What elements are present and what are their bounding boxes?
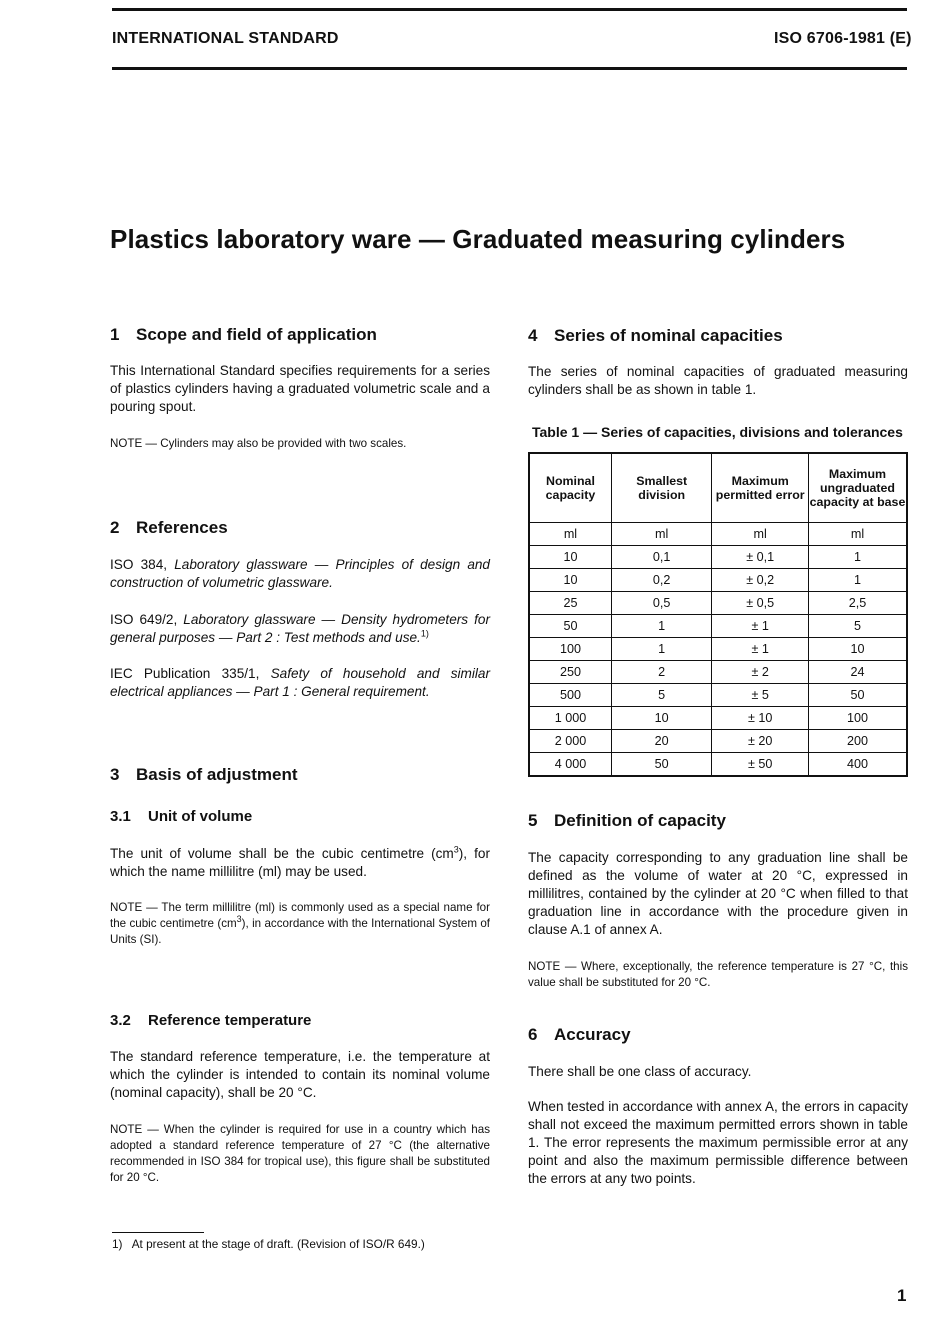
reference-code: IEC Publication 335/1, — [110, 666, 260, 681]
section-4-heading — [528, 326, 783, 346]
unit-cell: ml — [529, 523, 611, 546]
column-header: Nominal capacity — [529, 453, 611, 523]
table-1-caption: Table 1 — Series of capacities, divisions and tolerances — [532, 424, 903, 440]
table-cell: 1 — [611, 615, 712, 638]
text-part: ), in accordance with the International System of Units (SI). — [110, 917, 490, 946]
subsection-title: Reference temperature — [148, 1012, 312, 1029]
section-title: Basis of adjustment — [136, 765, 298, 784]
table-cell: 0,1 — [611, 546, 712, 569]
header-rule-top — [112, 8, 907, 11]
table-cell: 50 — [611, 753, 712, 777]
section-6-paragraph-1: There shall be one class of accuracy. — [528, 1064, 752, 1079]
table-cell: 5 — [611, 684, 712, 707]
table-cell: ± 20 — [712, 730, 809, 753]
section-1-heading — [110, 325, 377, 345]
subsection-number: 3.2 — [110, 1012, 131, 1029]
table-cell: 50 — [529, 615, 611, 638]
table-cell: 5 — [808, 615, 907, 638]
table-cell: 100 — [529, 638, 611, 661]
table-cell: 24 — [808, 661, 907, 684]
unit-cell: ml — [712, 523, 809, 546]
page-number: 1 — [897, 1286, 907, 1305]
section-4-paragraph: The series of nominal capacities of graduated measuring cylinders shall be as shown in table 1. — [528, 364, 908, 397]
table-cell: ± 0,1 — [712, 546, 809, 569]
table-cell: 1 — [611, 638, 712, 661]
table-cell: 10 — [808, 638, 907, 661]
reference-title: Laboratory glassware — Density hydrometers for general purposes — Part 2 : Test methods and use. — [110, 612, 490, 645]
table-row — [529, 753, 907, 777]
table-row — [529, 569, 907, 592]
table-row — [529, 684, 907, 707]
column-header: Maximum permitted error — [712, 453, 809, 523]
footnote — [112, 1237, 425, 1251]
section-number: 4 — [528, 326, 538, 345]
section-5-note: NOTE — Where, exceptionally, the reference temperature is 27 °C, this value shall be substituted for 20 °C. — [528, 960, 908, 989]
table-cell: 50 — [808, 684, 907, 707]
section-title: References — [136, 518, 228, 537]
text-part: ), for which the name millilitre (ml) may be used. — [110, 846, 490, 879]
section-6-paragraph-2: When tested in accordance with annex A, the errors in capacity shall not exceed the maximum permitted errors shown in table 1. The error represents the maximum permissible error at any point and also the maximum permissible difference between the errors at any two points. — [528, 1099, 908, 1186]
table-cell: ± 2 — [712, 661, 809, 684]
table-cell: 400 — [808, 753, 907, 777]
document-title: Plastics laboratory ware — Graduated measuring cylinders — [110, 224, 846, 254]
table-row — [529, 615, 907, 638]
table-cell: 1 — [808, 546, 907, 569]
section-6-heading — [528, 1025, 631, 1045]
column-header: Smallest division — [611, 453, 712, 523]
table-row — [529, 730, 907, 753]
table-cell: 2 000 — [529, 730, 611, 753]
section-3-2-note: NOTE — When the cylinder is required for use in a country which has adopted a standard reference temperature of 27 °C (the alternative recommended in ISO 384 for tropical use), this figure shall be substituted for 20 °C. — [110, 1123, 490, 1184]
reference-iec-335-1 — [110, 665, 490, 701]
reference-iso-384 — [110, 556, 490, 592]
table-cell: 10 — [529, 546, 611, 569]
section-5-heading — [528, 811, 726, 831]
table-cell: 25 — [529, 592, 611, 615]
section-5-paragraph: The capacity corresponding to any graduation line shall be defined as the volume of water at 20 °C, expressed in millilitres, contained by the cylinder at 20 °C when filled to that graduation line in accordance with the procedure given in clause A.1 of annex A. — [528, 850, 908, 937]
table-cell: 250 — [529, 661, 611, 684]
section-title: Scope and field of application — [136, 325, 377, 344]
header-rule-bottom — [112, 67, 907, 70]
subsection-number: 3.1 — [110, 808, 131, 825]
section-number: 5 — [528, 811, 538, 830]
reference-code: ISO 649/2, — [110, 612, 178, 627]
table-cell: 1 000 — [529, 707, 611, 730]
header-right: ISO 6706-1981 (E) — [774, 30, 912, 47]
table-cell: ± 5 — [712, 684, 809, 707]
section-title: Accuracy — [554, 1025, 631, 1044]
table-body — [529, 523, 907, 777]
section-number: 3 — [110, 765, 120, 784]
section-number: 1 — [110, 325, 120, 344]
subsection-title: Unit of volume — [148, 808, 253, 825]
table-cell: 200 — [808, 730, 907, 753]
table-1 — [528, 452, 908, 777]
table-cell: ± 0,2 — [712, 569, 809, 592]
section-number: 6 — [528, 1025, 538, 1044]
table-cell: 20 — [611, 730, 712, 753]
text-part: NOTE — The term millilitre (ml) is commonly used as a special name for the cubic centimetre (cm — [110, 901, 490, 930]
reference-title: Safety of household and similar electrical appliances — Part 1 : General requirement. — [110, 666, 491, 699]
footnote-marker: 1) — [112, 1237, 123, 1251]
table-cell: 10 — [611, 707, 712, 730]
reference-title: Laboratory glassware — Principles of design and construction of volumetric glassware. — [110, 557, 490, 590]
footnote-text: At present at the stage of draft. (Revision of ISO/R 649.) — [131, 1237, 425, 1251]
section-2-heading — [110, 518, 228, 538]
reference-iso-649-2 — [110, 611, 490, 647]
section-3-1-paragraph — [110, 845, 490, 881]
table-row — [529, 707, 907, 730]
section-title: Series of nominal capacities — [554, 326, 783, 345]
header-left: INTERNATIONAL STANDARD — [112, 30, 339, 47]
section-3-1-heading — [110, 808, 252, 825]
table-cell: ± 50 — [712, 753, 809, 777]
table-cell: 0,2 — [611, 569, 712, 592]
table-cell: ± 10 — [712, 707, 809, 730]
section-3-2-heading — [110, 1012, 311, 1029]
footnote-marker: 1) — [420, 628, 429, 639]
unit-cell: ml — [611, 523, 712, 546]
section-1-note: NOTE — Cylinders may also be provided with two scales. — [110, 437, 407, 450]
table-row — [529, 592, 907, 615]
section-title: Definition of capacity — [554, 811, 726, 830]
section-1-paragraph: This International Standard specifies requirements for a series of plastics cylinders having a graduated volumetric scale and a pouring spout. — [110, 363, 490, 414]
column-header: Maximum ungraduated capacity at base — [808, 453, 907, 523]
table-header-row — [529, 453, 907, 523]
reference-code: ISO 384, — [110, 557, 168, 572]
footnote-rule — [112, 1232, 204, 1233]
section-3-1-note — [110, 900, 490, 948]
superscript: 3 — [453, 844, 459, 855]
text-part: The unit of volume shall be the cubic centimetre (cm — [110, 846, 454, 861]
table-cell: 0,5 — [611, 592, 712, 615]
table-cell: 4 000 — [529, 753, 611, 777]
table-cell: ± 1 — [712, 638, 809, 661]
superscript: 3 — [236, 914, 242, 925]
section-3-2-paragraph: The standard reference temperature, i.e. the temperature at which the cylinder is intended to contain its nominal volume (nominal capacity), shall be 20 °C. — [110, 1049, 490, 1100]
table-units-row — [529, 523, 907, 546]
table-row — [529, 661, 907, 684]
table-cell: ± 0,5 — [712, 592, 809, 615]
table-cell: 10 — [529, 569, 611, 592]
table-cell: 500 — [529, 684, 611, 707]
table-row — [529, 546, 907, 569]
table-cell: 2,5 — [808, 592, 907, 615]
table-row — [529, 638, 907, 661]
table-cell: 1 — [808, 569, 907, 592]
section-3-heading — [110, 765, 298, 785]
table-cell: ± 1 — [712, 615, 809, 638]
table-cell: 2 — [611, 661, 712, 684]
unit-cell: ml — [808, 523, 907, 546]
section-number: 2 — [110, 518, 120, 537]
table-cell: 100 — [808, 707, 907, 730]
